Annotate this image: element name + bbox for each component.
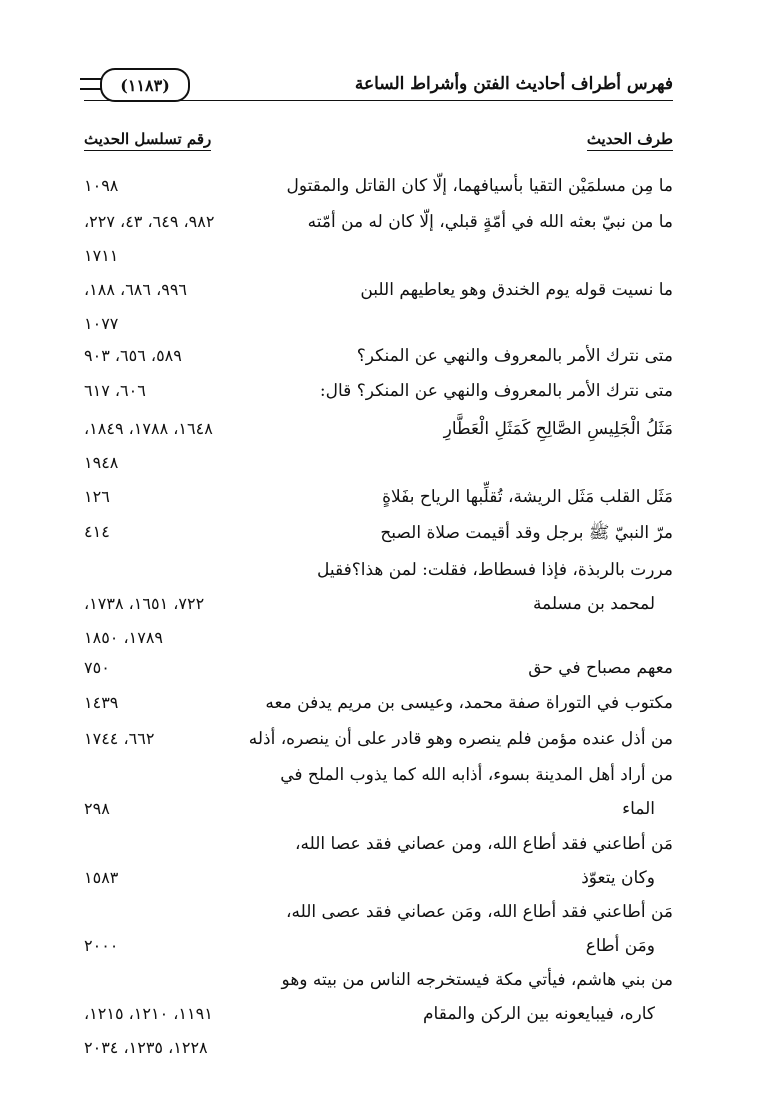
hadith-numbers: ١٤٣٩ [84, 693, 119, 712]
hadith-column-header: طرف الحديث [587, 130, 673, 151]
hadith-text: مَثَل القلب مَثَل الريشة، تُقلِّبها الرياح بفَلاةٍ [382, 487, 673, 507]
column-headers [84, 130, 673, 156]
hadith-numbers: ٧٥٠ [84, 658, 110, 677]
page-number-badge: (١١٨٣) [100, 68, 190, 102]
hadith-text: مرّ النبيّ ﷺ برجل وقد أقيمت صلاة الصبح [380, 523, 673, 543]
hadith-numbers: ١٢٢٨، ١٢٣٥، ٢٠٣٤ [84, 1038, 208, 1057]
hadith-text-continuation: الماء [622, 799, 655, 819]
hadith-numbers: ١١٩١، ١٢١٠، ١٢١٥، [84, 1004, 213, 1023]
hadith-numbers: ١٠٧٧ [84, 314, 119, 333]
hadith-text: من بني هاشم، فيأتي مكة فيستخرجه الناس من بيته وهو [281, 970, 673, 990]
number-column-header: رقم تسلسل الحديث [84, 130, 211, 151]
hadith-numbers: ١٧١١ [84, 246, 119, 265]
hadith-text-continuation: كاره، فيبايعونه بين الركن والمقام [423, 1004, 655, 1024]
hadith-text: من أراد أهل المدينة بسوء، أذابه الله كما يذوب الملح في [280, 765, 673, 785]
hadith-text: ما نسيت قوله يوم الخندق وهو يعاطيهم اللبن [360, 280, 673, 300]
running-head [84, 70, 673, 104]
hadith-text: مَن أطاعني فقد أطاع الله، ومَن عصاني فقد عصى الله، [286, 902, 673, 922]
hadith-numbers: ٩٩٦، ٦٨٦، ١٨٨، [84, 280, 188, 299]
hadith-numbers: ١٢٦ [84, 487, 110, 506]
hadith-text: مَن أطاعني فقد أطاع الله، ومن عصاني فقد عصا الله، [295, 834, 673, 854]
hadith-text: ما مِن مسلمَيْن التقيا بأسيافهما، إلّا كان القاتل والمقتول [286, 176, 673, 196]
hadith-text: مررت بالربذة، فإذا فسطاط، فقلت: لمن هذا؟فقيل [317, 560, 673, 580]
hadith-text: مَثَلُ الْجَلِيسِ الصَّالِحِ كَمَثَلِ الْعَطَّارِ [443, 419, 673, 439]
hadith-numbers: ٢٠٠٠ [84, 936, 119, 955]
hadith-numbers: ١٦٤٨، ١٧٨٨، ١٨٤٩، [84, 419, 213, 438]
hadith-numbers: ٢٩٨ [84, 799, 110, 818]
running-title: فهرس أطراف أحاديث الفتن وأشراط الساعة [354, 74, 673, 94]
hadith-numbers: ١٠٩٨ [84, 176, 119, 195]
hadith-text: ما من نبيّ بعثه الله في أمّةٍ قبلي، إلّا كان له من أمّته [307, 212, 673, 232]
hadith-numbers: ٧٢٢، ١٦٥١، ١٧٣٨، [84, 594, 205, 613]
hadith-text: متى نترك الأمر بالمعروف والنهي عن المنكر؟ قال: [319, 381, 673, 401]
hadith-numbers: ١٩٤٨ [84, 453, 119, 472]
hadith-numbers: ٩٨٢، ٦٤٩، ٤٣، ٢٢٧، [84, 212, 215, 231]
hadith-numbers: ١٧٨٩، ١٨٥٠ [84, 628, 163, 647]
hadith-text-continuation: لمحمد بن مسلمة [532, 594, 655, 614]
hadith-numbers: ٥٨٩، ٦٥٦، ٩٠٣ [84, 346, 182, 365]
hadith-text: معهم مصباح في حق [528, 658, 673, 678]
hadith-numbers: ١٥٨٣ [84, 868, 119, 887]
hadith-numbers: ٤١٤ [84, 522, 110, 541]
ornament-dash [80, 78, 102, 90]
hadith-text: من أذل عنده مؤمن فلم ينصره وهو قادر على أن ينصره، أذله [248, 729, 673, 749]
hadith-text-continuation: وكان يتعوّذ [581, 868, 655, 888]
hadith-numbers: ٦٦٢، ١٧٤٤ [84, 729, 155, 748]
hadith-text: متى نترك الأمر بالمعروف والنهي عن المنكر؟ [356, 346, 673, 366]
hadith-numbers: ٦٠٦، ٦١٧ [84, 381, 146, 400]
hadith-text-continuation: ومَن أطاع [585, 936, 655, 956]
hadith-text: مكتوب في التوراة صفة محمد، وعيسى بن مريم يدفن معه [265, 693, 673, 713]
